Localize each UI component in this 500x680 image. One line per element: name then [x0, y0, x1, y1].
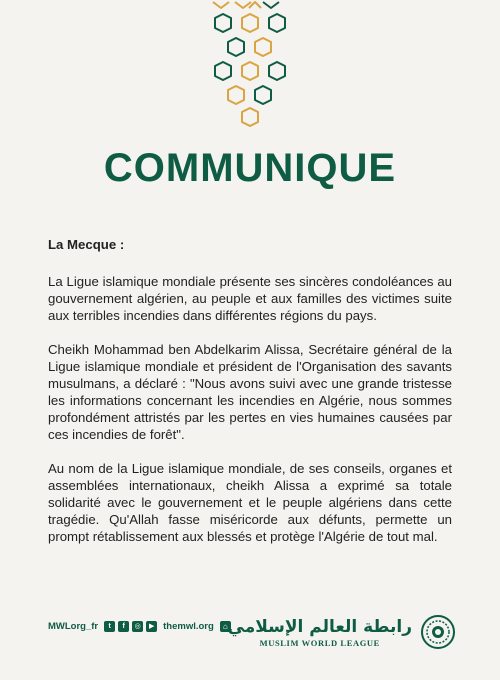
location-dateline: La Mecque : — [48, 237, 125, 252]
mwl-emblem-icon — [420, 614, 456, 650]
org-name-arabic: رابطة العالم الإسلامي — [227, 617, 412, 637]
website-link[interactable]: themwl.org — [163, 620, 214, 632]
organization-logo — [228, 614, 456, 650]
youtube-icon[interactable]: ▶ — [146, 621, 157, 632]
footer-links — [48, 616, 231, 636]
paragraph-1: La Ligue islamique mondiale présente ses sincères condoléances au gouvernement algérien, au peuple et aux familles des victimes suite aux terribles incendies dans différentes régions du pays. — [48, 274, 452, 323]
twitter-icon[interactable]: t — [104, 621, 115, 632]
instagram-icon[interactable]: ◎ — [132, 621, 143, 632]
home-icon: ⌂ — [220, 621, 231, 632]
decorative-hexagon-pattern — [205, 0, 295, 130]
page-title: COMMUNIQUE — [103, 146, 397, 190]
facebook-icon[interactable]: f — [118, 621, 129, 632]
org-name-english: MUSLIM WORLD LEAGUE — [259, 638, 380, 648]
social-icons — [104, 621, 157, 632]
communique-body — [48, 236, 452, 562]
social-handle: MWLorg_fr — [48, 620, 99, 632]
paragraph-3: Au nom de la Ligue islamique mondiale, de ses conseils, organes et assemblées internationaux, cheikh Alissa a exprimé sa totale solidarité avec le gouvernement et le peuple algériens dans cette tragédie. Qu'Allah fasse miséricorde aux défunts, permette un prompt rétablissement aux blessés et protège l'Algérie de tout mal. — [48, 461, 452, 544]
paragraph-2: Cheikh Mohammad ben Abdelkarim Alissa, Secrétaire général de la Ligue islamique mondiale et président de l'Organisation des savants musulmans, a déclaré : "Nous avons suivi avec une grande tristesse les informations concernant les incendies en Algérie, nous sommes profondément attristés par les pertes en vies humaines causées par ces incendies de forêt". — [48, 342, 452, 442]
